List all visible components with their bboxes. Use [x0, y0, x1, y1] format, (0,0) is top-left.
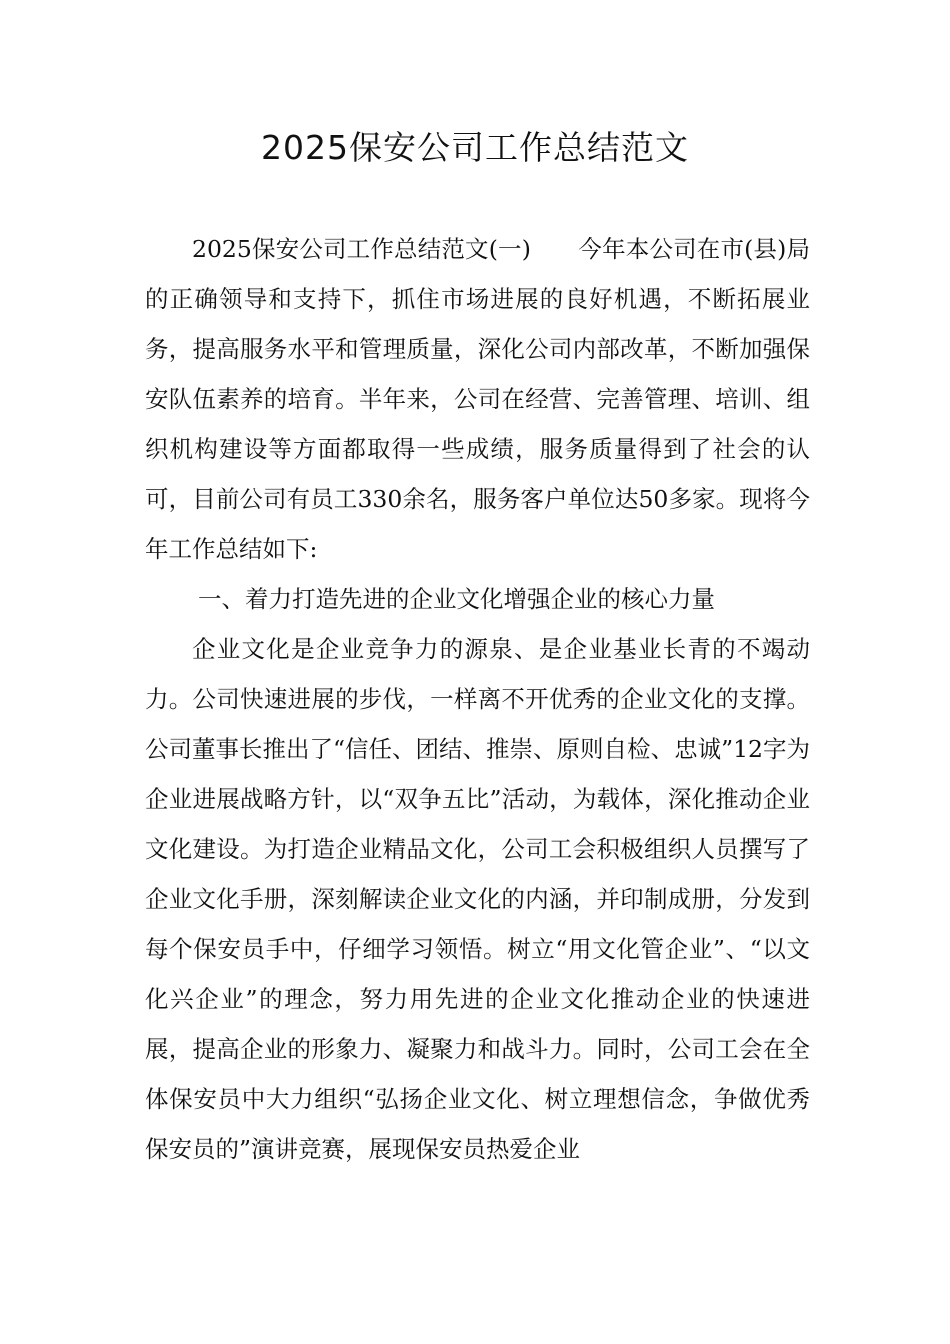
section-heading-text: 一、着力打造先进的企业文化增强企业的核心力量 — [198, 585, 715, 613]
document-body — [145, 224, 810, 1174]
section-heading — [145, 574, 810, 624]
body-paragraph: 企业文化是企业竞争力的源泉、是企业基业长青的不竭动力。公司快速进展的步伐，一样离不开优秀的企业文化的支撑。公司董事长推出了“信任、团结、推崇、原则自检、忠诚”12字为企业进展战略方针，以“双争五比”活动，为载体，深化推动企业文化建设。为打造企业精品文化，公司工会积极组织人员撰写了企业文化手册，深刻解读企业文化的内涵，并印制成册，分发到每个保安员手中，仔细学习领悟。树立“用文化管企业”、“以文化兴企业”的理念，努力用先进的企业文化推动企业的快速进展，提高企业的形象力、凝聚力和战斗力。同时，公司工会在全体保安员中大力组织“弘扬企业文化、树立理想信念，争做优秀保安员的”演讲竞赛，展现保安员热爱企业 — [145, 635, 810, 1163]
document-title: 2025保安公司工作总结范文 — [261, 128, 689, 167]
intro-paragraph: 2025保安公司工作总结范文(一) 今年本公司在市(县)局的正确领导和支持下，抓住市场进展的良好机遇，不断拓展业务，提高服务水平和管理质量，深化公司内部改革，不断加强保安队伍素养的培育。半年来，公司在经营、完善管理、培训、组织机构建设等方面都取得一些成绩，服务质量得到了社会的认可，目前公司有员工330余名，服务客户单位达50多家。现将今年工作总结如下: — [145, 235, 810, 563]
